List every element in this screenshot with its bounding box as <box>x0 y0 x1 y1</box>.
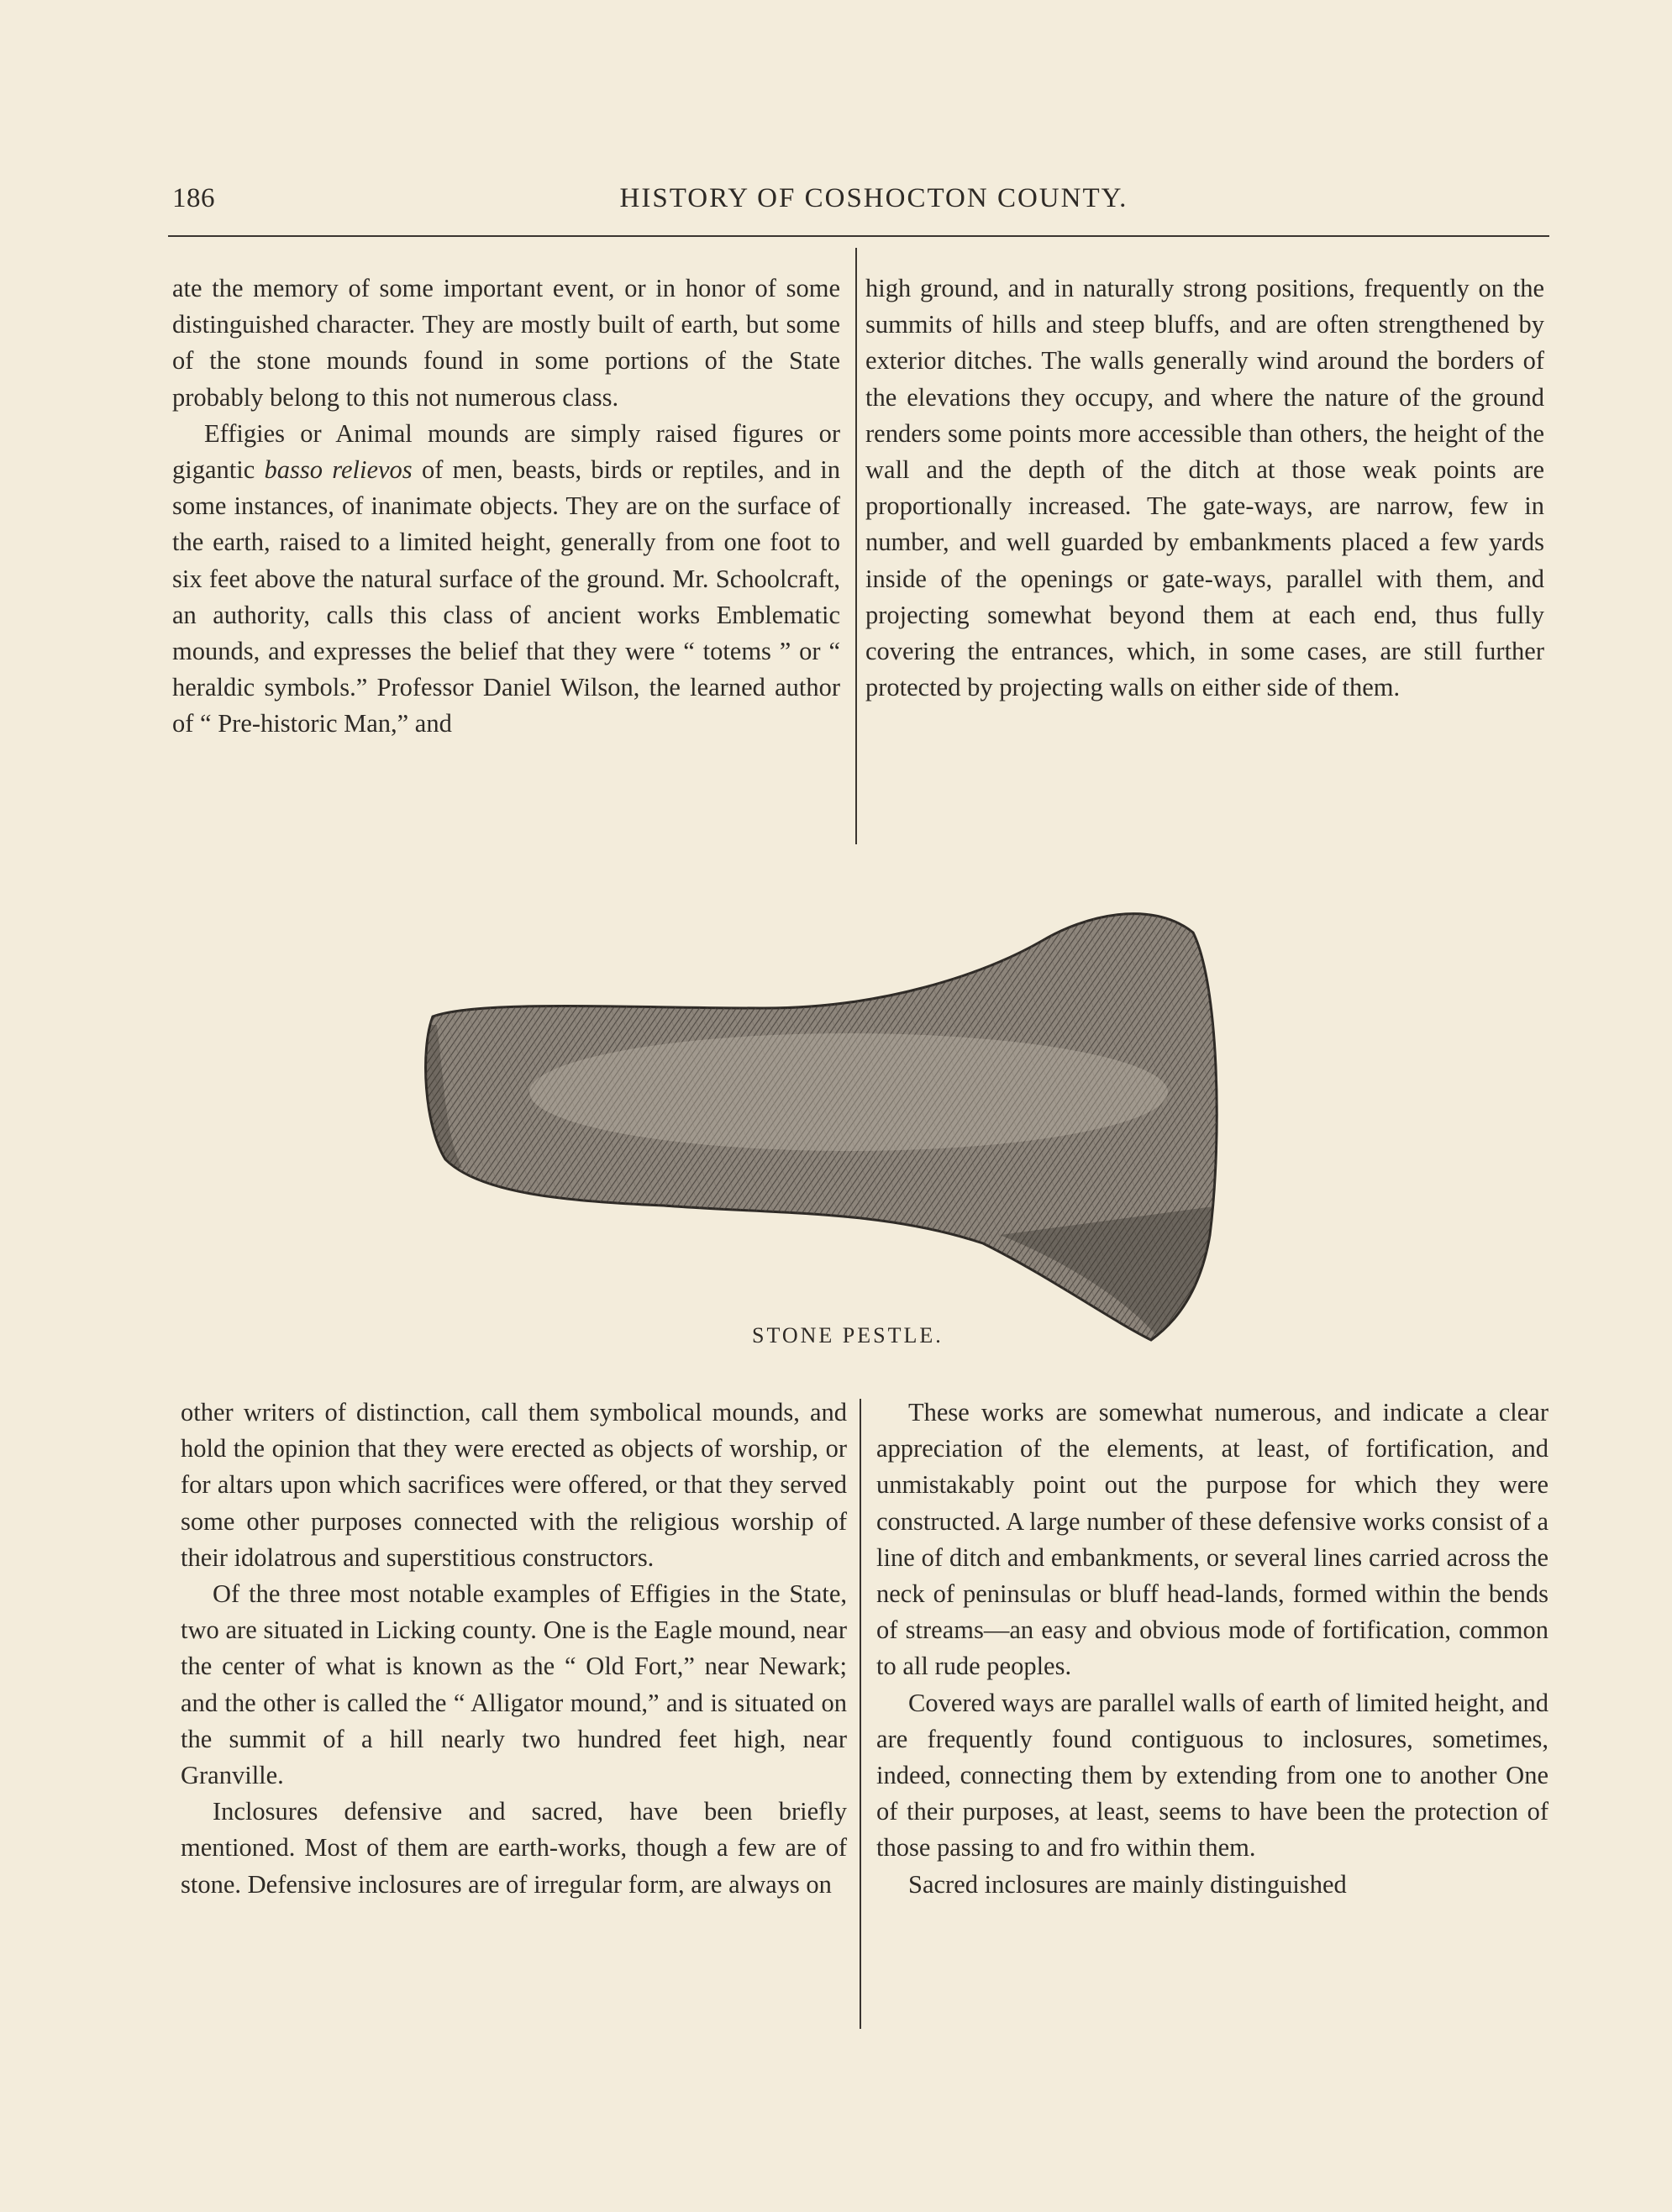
text-column-bottom-right <box>876 1395 1548 1903</box>
italic-term: basso relievos <box>264 455 413 485</box>
text-column-top-right <box>865 271 1544 706</box>
stone-pestle-illustration <box>412 882 1336 1369</box>
paragraph: Covered ways are parallel walls of earth of limited height, and are frequently found contiguous to inclosures, sometimes, indeed, connecting them by extending from one to another One of their purposes, at least, seems to have been the protection of those passing to and fro within them. <box>876 1688 1548 1863</box>
stone-pestle-figure <box>412 882 1336 1369</box>
column-divider-top <box>855 248 857 844</box>
paragraph: Of the three most notable examples of Effigies in the State, two are situated in Licking county. One is the Eagle mound, near the center of what is known as the “ Old Fort,” near Newark; and the other is called the “ Alligator mound,” and is situated on the summit of a hill nearly two hundred feet high, near Granville. <box>181 1579 847 1790</box>
paragraph: ate the memory of some important event, or in honor of some distinguished character. They are mostly built of earth, but some of the stone mounds found in some portions of the State probably belong to this not numerous class. <box>172 274 840 412</box>
text-run: of men, beasts, birds or reptiles, and in some instances, of inanimate objects. They are on the surface of the earth, raised to a limited height, generally from one foot to six feet above the natural surface of the ground. Mr. Schoolcraft, an authority, calls this class of ancient works Emblematic mounds, and expresses the belief that they were “ totems ” or “ heraldic symbols.” Professor Daniel Wilson, the learned author of “ Pre-historic Man,” and <box>172 455 841 738</box>
figure-caption: STONE PESTLE. <box>752 1323 944 1348</box>
paragraph: other writers of distinction, call them symbolical mounds, and hold the opinion that they were erected as objects of worship, or for altars upon which sacrifices were offered, or that they served some other purposes connected with the religious worship of their idolatrous and superstitious constructors. <box>181 1398 847 1572</box>
text-run: Effigies or Animal mounds are simply raised figures or gigantic <box>172 418 840 485</box>
text-column-top-left <box>172 271 840 743</box>
paragraph: These works are somewhat numerous, and indicate a clear appreciation of the elements, at least, of fortification, and unmistakably point out the purpose for which they were constructed. A large number of these defensive works consist of a line of ditch and embankments, or several lines carried across the neck of peninsulas or bluff head-lands, formed within the bends of streams—an easy and obvious mode of fortification, common to all rude peoples. <box>876 1398 1548 1681</box>
page-number: 186 <box>172 183 215 213</box>
header-rule <box>168 235 1549 237</box>
column-divider-bottom <box>860 1399 861 2029</box>
paragraph: high ground, and in naturally strong positions, frequently on the summits of hills and steep bluffs, and are often strengthened by exterior ditches. The walls generally wind around the borders of the elevations they occupy, and where the nature of the ground renders some points more accessible than others, the height of the wall and the depth of the ditch at those weak points are proportionally increased. The gate-ways, are narrow, few in number, and well guarded by embankments placed a few yards inside of the openings or gate-ways, parallel with them, and projecting somewhat beyond them at each end, thus fully covering the entrances, which, in some cases, are still further protected by projecting walls on either side of them. <box>865 274 1544 702</box>
paragraph: Inclosures defensive and sacred, have been briefly mentioned. Most of them are earth-works, though a few are of stone. Defensive inclosures are of irregular form, are always on <box>181 1797 847 1899</box>
text-column-bottom-left <box>181 1395 847 1903</box>
paragraph-effigies <box>172 416 840 743</box>
paragraph: Sacred inclosures are mainly distinguished <box>908 1869 1347 1899</box>
running-title: HISTORY OF COSHOCTON COUNTY. <box>619 183 1128 213</box>
